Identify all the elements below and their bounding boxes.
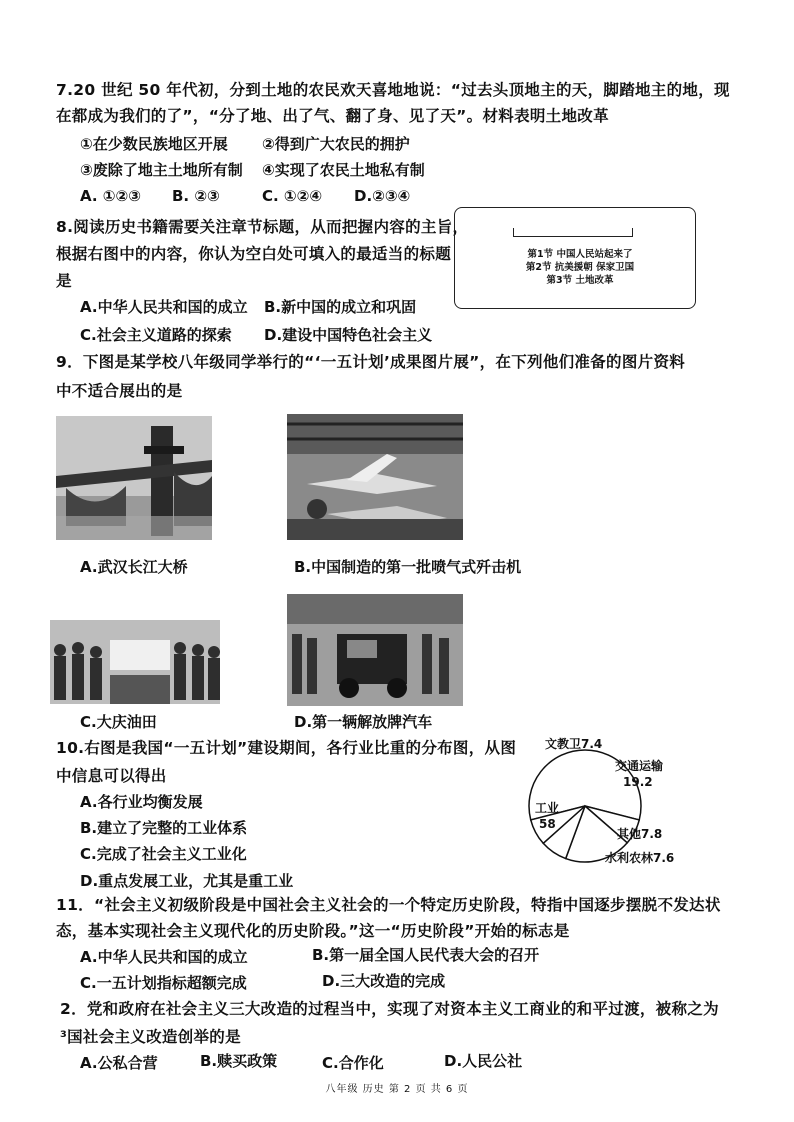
q7-statement-2: ②得到广大农民的拥护	[262, 135, 410, 153]
q12-option-d: D.人民公社	[444, 1052, 523, 1070]
q10-option-d: D.重点发展工业，尤其是重工业	[80, 872, 294, 890]
label-industry-value: 58	[539, 817, 556, 831]
jet-image-icon	[287, 414, 463, 540]
q9-option-d: D.第一辆解放牌汽车	[294, 713, 433, 731]
q10-option-a: A.各行业均衡发展	[80, 793, 203, 811]
q9-option-a: A.武汉长江大桥	[80, 558, 188, 576]
q8-option-b: B.新中国的成立和巩固	[264, 298, 417, 316]
q7-option-b: B. ②③	[172, 187, 220, 205]
chapter-section-3: 第3节 土地改革	[546, 275, 614, 286]
crowd-image-icon	[50, 620, 220, 704]
q10-stem-line1: 10.右图是我国“一五计划”建设期间，各行业比重的分布图，从图	[56, 739, 517, 757]
q11-option-c: C.一五计划指标超额完成	[80, 974, 247, 992]
q8-option-d: D.建设中国特色社会主义	[264, 326, 433, 344]
bridge-image-icon	[56, 416, 212, 540]
q10-option-c: C.完成了社会主义工业化	[80, 845, 247, 863]
q11-option-a: A.中华人民共和国的成立	[80, 948, 248, 966]
q7-stem-line2: 在都成为我们的了”，“分了地、出了气、翻了身、见了天”。材料表明土地改革	[56, 107, 609, 125]
chapter-section-2: 第2节 抗美援朝 保家卫国	[525, 262, 635, 273]
q8-stem-line1: 8.阅读历史书籍需要关注章节标题，从而把握内容的主旨，	[56, 218, 469, 236]
q10-option-b: B.建立了完整的工业体系	[80, 819, 248, 837]
q8-stem-line2: 根据右图中的内容，你认为空白处可填入的最适当的标题	[56, 245, 452, 263]
q10-stem-line2: 中信息可以得出	[56, 767, 167, 785]
page-footer: 八年级 历史 第 2 页 共 6 页	[325, 1084, 469, 1095]
q12-option-b: B.赎买政策	[200, 1052, 278, 1070]
q9-option-b: B.中国制造的第一批喷气式歼击机	[294, 558, 522, 576]
q12-option-c: C.合作化	[322, 1054, 384, 1072]
q7-stem-line1: 7.20 世纪 50 年代初，分到土地的农民欢天喜地地说：“过去头顶地主的天，脚踏地主的地，现	[56, 81, 730, 99]
q7-statement-3: ③废除了地主土地所有制	[80, 161, 243, 179]
photo-daqing-oilfield	[50, 620, 220, 704]
q8-option-a: A.中华人民共和国的成立	[80, 298, 248, 316]
q8-option-c: C.社会主义道路的探索	[80, 326, 232, 344]
label-transport-value: 19.2	[623, 775, 653, 789]
q12-stem-line1: 2．党和政府在社会主义三大改造的过程当中，实现了对资本主义工商业的和平过渡，被称之为	[60, 1000, 719, 1018]
label-other: 其他7.8	[617, 827, 663, 841]
q12-option-a: A.公私合营	[80, 1054, 158, 1072]
q9-stem-line1: 9．下图是某学校八年级同学举行的“‘一五计划’成果图片展”，在下列他们准备的图片资料	[56, 353, 686, 371]
industry-share-pie-chart	[505, 730, 705, 870]
label-culture: 文教卫7.4	[545, 737, 603, 751]
q7-option-d: D.②③④	[354, 187, 411, 205]
q7-option-a: A. ①②③	[80, 187, 141, 205]
q8-stem-line3: 是	[56, 272, 72, 290]
label-industry: 工业	[535, 801, 560, 815]
chapter-outline-box	[454, 207, 696, 309]
q7-option-c: C. ①②④	[262, 187, 323, 205]
label-transport: 交通运输	[615, 759, 664, 773]
photo-jiefang-truck	[287, 594, 463, 706]
q12-stem-line2: ³国社会主义改造创举的是	[60, 1028, 241, 1046]
chapter-section-1: 第1节 中国人民站起来了	[527, 249, 633, 260]
photo-jet-fighters	[287, 414, 463, 540]
q11-option-d: D.三大改造的完成	[322, 972, 446, 990]
q7-statement-1: ①在少数民族地区开展	[80, 135, 228, 153]
label-water: 水利农林7.6	[605, 851, 675, 865]
q11-option-b: B.第一届全国人民代表大会的召开	[312, 946, 540, 964]
q11-stem-line2: 态，基本实现社会主义现代化的历史阶段。”这一“历史阶段”开始的标志是	[56, 922, 570, 940]
q9-option-c: C.大庆油田	[80, 713, 157, 731]
q9-stem-line2: 中不适合展出的是	[56, 382, 183, 400]
q11-stem-line1: 11．“社会主义初级阶段是中国社会主义社会的一个特定历史阶段，特指中国逐步摆脱不发达状	[56, 896, 721, 914]
q7-statement-4: ④实现了农民土地私有制	[262, 161, 425, 179]
photo-wuhan-bridge	[56, 416, 212, 540]
blank-title-bracket	[513, 228, 633, 237]
truck-image-icon	[287, 594, 463, 706]
chapter-outline-text	[505, 248, 655, 287]
